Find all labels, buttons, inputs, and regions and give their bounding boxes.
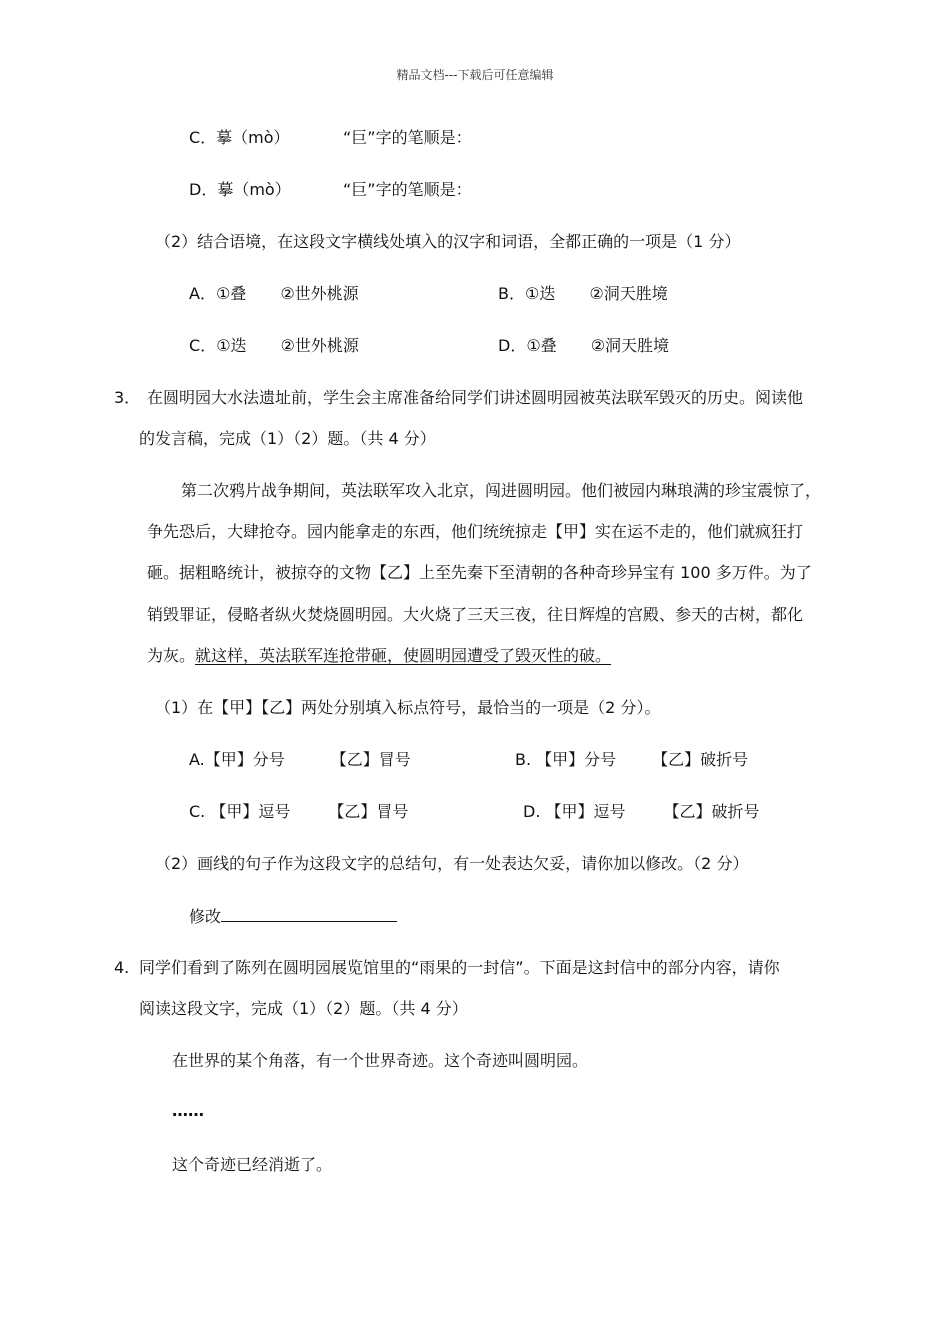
q3-sub1-option-a: [189, 750, 411, 770]
option-label: D. 【甲】逗号: [523, 802, 626, 821]
q3-sub1-option-d: [523, 802, 760, 822]
q3-passage-line5: [147, 646, 611, 666]
option-label: A.【甲】分号: [189, 750, 285, 769]
letter-ellipsis: ……: [172, 1101, 204, 1120]
option-letter: A．: [189, 284, 216, 303]
option-second: 【乙】破折号: [652, 750, 749, 769]
option-word: ②世外桃源: [280, 336, 359, 355]
q2-sub2-option-b: [498, 284, 668, 304]
option-word: ②洞天胜境: [589, 284, 668, 303]
option-second: 【乙】冒号: [328, 802, 409, 821]
option-c-pinyin: C．摹（mò）: [189, 128, 290, 147]
option-char: ①叠: [215, 284, 247, 303]
q4-number: 4.: [114, 958, 130, 977]
option-char: ①迭: [216, 336, 247, 355]
option-char: ①迭: [524, 284, 556, 303]
underlined-summary-sentence: 就这样，英法联军连抢带砸，使圆明园遭受了毁灭性的破。: [195, 646, 612, 665]
q3-sub1-option-c: [189, 802, 408, 822]
option-label: C. 【甲】逗号: [189, 802, 291, 821]
q2-sub2-prompt: （2）结合语境，在这段文字横线处填入的汉字和词语，全都正确的一项是（1 分）: [155, 232, 741, 251]
q4-stem-line1: 同学们看到了陈列在圆明园展览馆里的“雨果的一封信”。下面是这封信中的部分内容，请你: [139, 958, 780, 977]
option-word: ②世外桃源: [280, 284, 359, 303]
q3-stem-line2: 的发言稿，完成（1）（2）题。（共 4 分）: [139, 429, 436, 448]
option-word: ②洞天胜境: [590, 336, 670, 355]
option-letter: D．: [498, 336, 527, 355]
letter-line1: 在世界的某个角落，有一个世界奇迹。这个奇迹叫圆明园。: [172, 1051, 589, 1070]
option-d-stroke-order: “巨”字的笔顺是：: [343, 180, 472, 199]
page-header: 精品文档---下载后可任意编辑: [396, 68, 554, 82]
q3-sub1-option-b: [515, 750, 748, 770]
option-char: ①叠: [526, 336, 557, 355]
q3-stem-line1: 在圆明园大水法遗址前，学生会主席准备给同学们讲述圆明园被英法联军毁灭的历史。阅读他: [147, 388, 804, 407]
revise-line: [189, 905, 397, 927]
q4-stem-line2: 阅读这段文字，完成（1）（2）题。（共 4 分）: [139, 999, 468, 1018]
q2-sub2-option-d: [498, 336, 669, 356]
q3-sub2-prompt: （2）画线的句子作为这段文字的总结句，有一处表达欠妥，请你加以修改。（2 分）: [155, 854, 749, 873]
q3-passage-line3: 砸。据粗略统计，被掠夺的文物【乙】上至先秦下至清朝的各种奇珍异宝有 100 多万件。为了: [147, 563, 812, 582]
option-second: 【乙】冒号: [330, 750, 411, 769]
q3-passage-line4: 销毁罪证，侵略者纵火焚烧圆明园。大火烧了三天三夜，往日辉煌的宫殿、参天的古树，都化: [147, 605, 804, 624]
option-second: 【乙】破折号: [663, 802, 760, 821]
passage-plain-text: 为灰。: [147, 646, 196, 665]
q3-passage-line1: 第二次鸦片战争期间，英法联军攻入北京，闯进圆明园。他们被园内琳琅满的珍宝震惊了，: [181, 481, 822, 500]
option-d-pinyin: D．摹（mò）: [189, 180, 291, 199]
q3-number: 3．: [114, 388, 141, 407]
option-label: B. 【甲】分号: [515, 750, 617, 769]
q2-sub2-option-c: [189, 336, 359, 356]
answer-blank[interactable]: [221, 905, 397, 922]
letter-line3: 这个奇迹已经消逝了。: [172, 1155, 333, 1174]
option-c-stroke-order: “巨”字的笔顺是：: [343, 128, 472, 147]
q3-passage-line2: 争先恐后，大肆抢夺。园内能拿走的东西，他们统统掠走【甲】实在运不走的，他们就疯狂打: [147, 522, 804, 541]
q3-sub1-prompt: （1）在【甲】【乙】两处分别填入标点符号，最恰当的一项是（2 分）。: [155, 698, 661, 717]
revise-label: 修改: [189, 907, 222, 926]
q2-sub2-option-a: [189, 284, 359, 304]
option-letter: C．: [189, 336, 217, 355]
option-letter: B．: [498, 284, 525, 303]
